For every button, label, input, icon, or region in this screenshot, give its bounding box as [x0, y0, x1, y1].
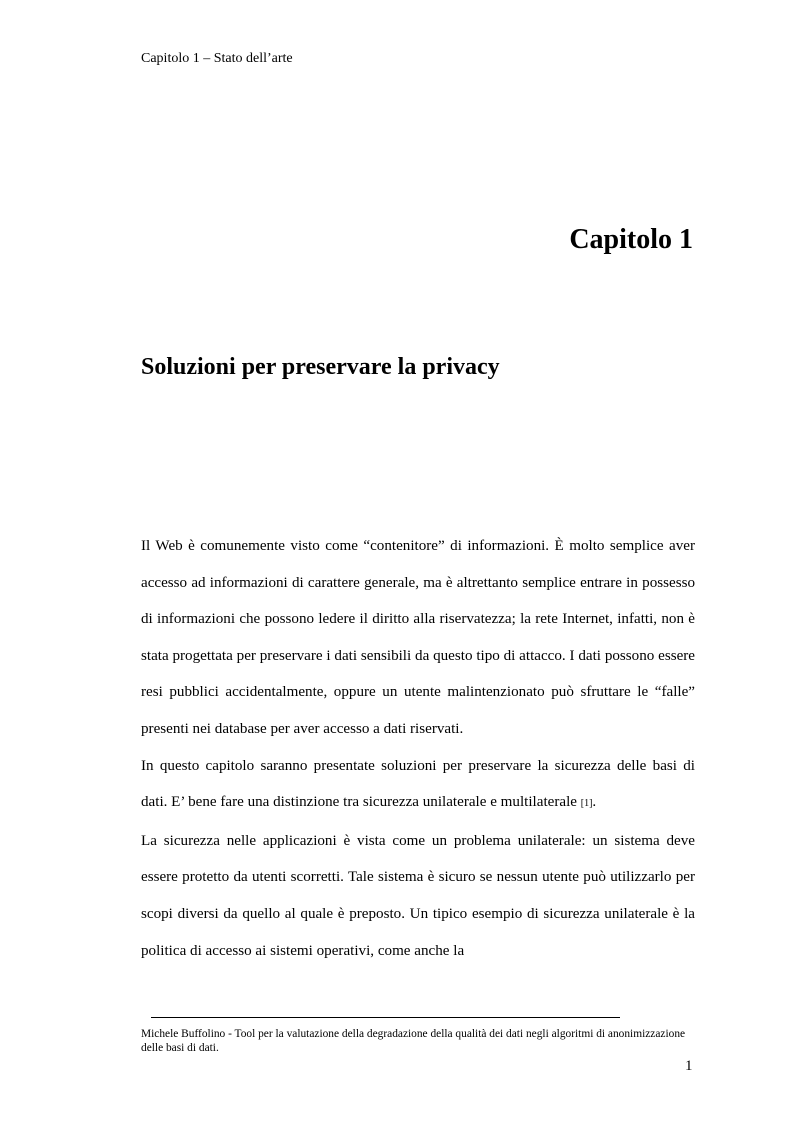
paragraph-2-text: In questo capitolo saranno presentate soluzioni per preservare la sicurezza delle basi di dati. E’ bene fare una distinzione tra sicurezza unilaterale e multilaterale — [141, 757, 695, 811]
running-header: Capitolo 1 – Stato dell’arte — [141, 51, 293, 66]
paragraph-3: La sicurezza nelle applicazioni è vista come un problema unilaterale: un sistema deve essere protetto da utenti scorretti. Tale sistema è sicuro se nessun utente può utilizzarlo per scopi diversi da quello al quale è preposto. Un tipico esempio di sicurezza unilaterale è la politica di accesso ai sistemi operativi, come anche la — [141, 832, 695, 959]
page-number: 1 — [685, 1058, 693, 1074]
footer-note: Michele Buffolino - Tool per la valutazione della degradazione della qualità dei dati negli algoritmi di anonimizzazione delle basi di dati. — [141, 1028, 686, 1054]
paragraph-2-end: . — [592, 794, 597, 811]
body-text — [141, 528, 695, 969]
chapter-heading: Capitolo 1 — [569, 224, 693, 255]
paragraph-2 — [141, 748, 695, 823]
section-title: Soluzioni per preservare la privacy — [141, 354, 500, 380]
citation-reference: [1] — [580, 798, 593, 810]
paragraph-1: Il Web è comunemente visto come “contenitore” di informazioni. È molto semplice aver accesso ad informazioni di carattere generale, ma è altrettanto semplice entrare in possesso di informazioni che possono ledere il diritto alla riservatezza; la rete Internet, infatti, non è stata progettata per preservare i dati sensibili da questo tipo di attacco. I dati possono essere resi pubblici accidentalmente, oppure un utente malintenzionato può sfruttare le “falle” presenti nei database per aver accesso a dati riservati. — [141, 538, 695, 737]
footer-divider — [151, 1017, 620, 1018]
